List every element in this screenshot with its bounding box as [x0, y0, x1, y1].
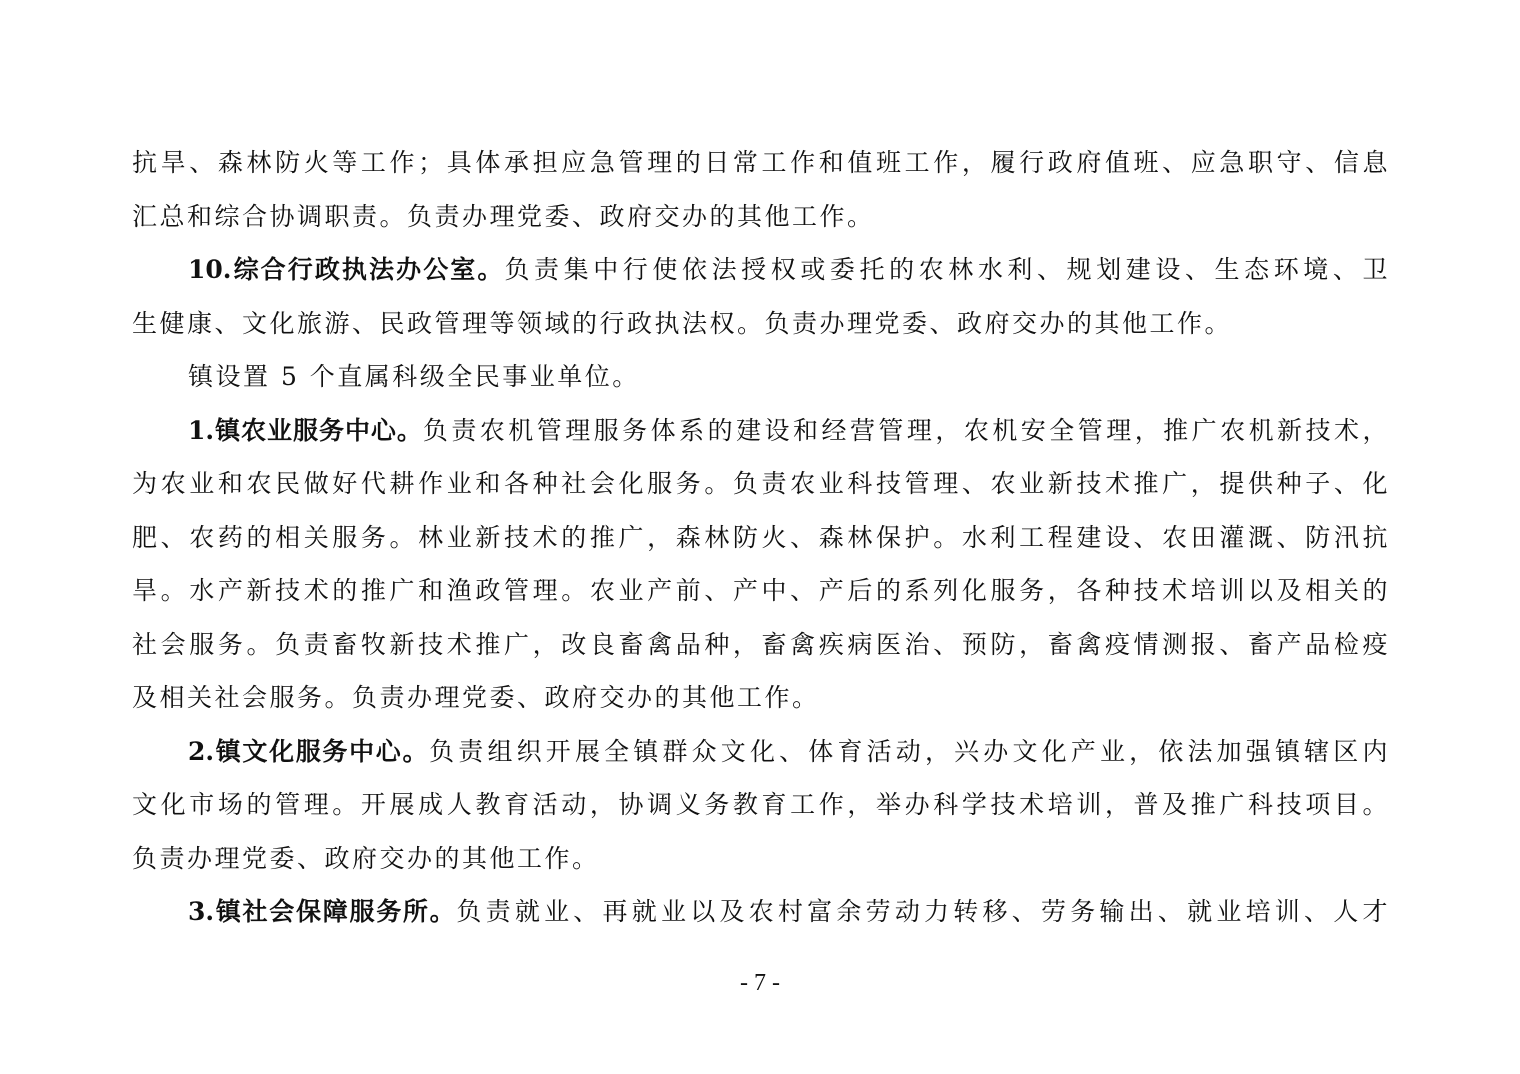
text-line: 抗旱、森林防火等工作；具体承担应急管理的日常工作和值班工作，履行政府值班、应急职守、信息: [132, 148, 1390, 177]
text-line: 文化市场的管理。开展成人教育活动，协调义务教育工作，举办科学技术培训，普及推广科技项目。: [132, 790, 1390, 819]
section-heading: 2.镇文化服务中心。: [188, 736, 430, 766]
text-line: 为农业和农民做好代耕作业和各种社会化服务。负责农业科技管理、农业新技术推广，提供种子、化: [132, 469, 1390, 498]
section-heading: 1.镇农业服务中心。: [188, 415, 423, 445]
text-line: 肥、农药的相关服务。林业新技术的推广，森林防火、森林保护。水利工程建设、农田灌溉、防汛抗: [132, 522, 1390, 552]
text-line: 汇总和综合协调职责。负责办理党委、政府交办的其他工作。: [132, 201, 875, 231]
text-line: [132, 725, 1390, 779]
section-heading: 3.镇社会保障服务所。: [188, 897, 457, 926]
text-line: 及相关社会服务。负责办理党委、政府交办的其他工作。: [132, 683, 820, 712]
section-text: 负责就业、再就业以及农村富余劳动力转移、劳务输出、就业培训、人才: [456, 897, 1390, 926]
page-number: - 7 -: [740, 970, 780, 996]
document-body: [132, 136, 1390, 939]
text-line: [132, 404, 1390, 458]
text-line: [132, 243, 1390, 297]
section-text: 负责农机管理服务体系的建设和经营管理，农机安全管理，推广农机新技术，: [422, 415, 1390, 445]
section-heading: 10.综合行政执法办公室。: [188, 255, 505, 284]
text-line: 社会服务。负责畜牧新技术推广，改良畜禽品种，畜禽疾病医治、预防，畜禽疫情测报、畜产品检疫: [132, 629, 1390, 659]
section-text: 负责集中行使依法授权或委托的农林水利、规划建设、生态环境、卫: [504, 255, 1390, 284]
text-line: 旱。水产新技术的推广和渔政管理。农业产前、产中、产后的系列化服务，各种技术培训以及相关的: [132, 576, 1390, 605]
text-line: 镇设置 5 个直属科级全民事业单位。: [188, 362, 640, 391]
text-line: 负责办理党委、政府交办的其他工作。: [132, 843, 600, 873]
section-text: 负责组织开展全镇群众文化、体育活动，兴办文化产业，依法加强镇辖区内: [429, 736, 1390, 766]
text-line: [132, 885, 1390, 939]
text-line: 生健康、文化旅游、民政管理等领域的行政执法权。负责办理党委、政府交办的其他工作。: [132, 308, 1233, 338]
